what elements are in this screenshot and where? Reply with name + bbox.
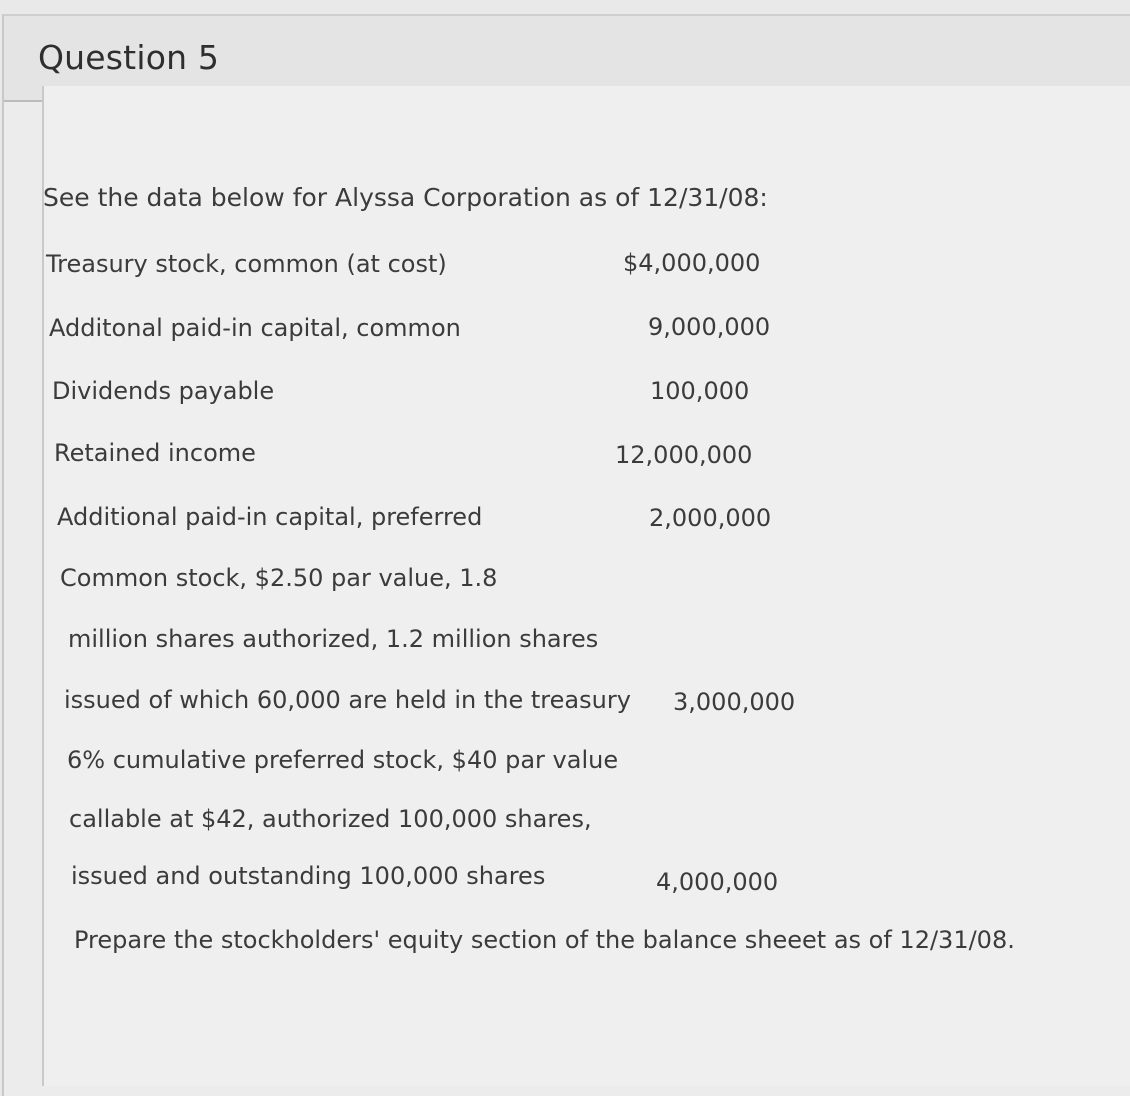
preferred-stock-line-1: 6% cumulative preferred stock, $40 par value [67, 746, 619, 774]
row-amount-dividends-payable: 100,000 [650, 377, 750, 405]
preferred-stock-amount: 4,000,000 [656, 868, 779, 896]
question-instruction: Prepare the stockholders' equity section of the balance sheeet as of 12/31/08. [74, 926, 1015, 954]
common-stock-amount: 3,000,000 [673, 688, 796, 716]
row-label-dividends-payable: Dividends payable [52, 377, 275, 405]
preferred-stock-line-2: callable at $42, authorized 100,000 shares, [69, 805, 592, 833]
common-stock-line-3: issued of which 60,000 are held in the treasury [64, 686, 631, 714]
row-label-apic-common: Additonal paid-in capital, common [49, 314, 461, 342]
row-amount-treasury-stock: $4,000,000 [623, 249, 761, 277]
row-amount-retained-income: 12,000,000 [615, 441, 753, 469]
common-stock-line-2: million shares authorized, 1.2 million shares [68, 625, 599, 653]
common-stock-line-1: Common stock, $2.50 par value, 1.8 [60, 564, 498, 592]
question-title: Question 5 [38, 38, 220, 77]
row-label-apic-preferred: Additional paid-in capital, preferred [57, 503, 483, 531]
preferred-stock-line-3: issued and outstanding 100,000 shares [71, 862, 546, 890]
question-intro: See the data below for Alyssa Corporation as of 12/31/08: [43, 183, 768, 212]
row-amount-apic-preferred: 2,000,000 [649, 504, 772, 532]
row-label-retained-income: Retained income [54, 439, 256, 467]
row-label-treasury-stock: Treasury stock, common (at cost) [46, 250, 447, 278]
row-amount-apic-common: 9,000,000 [648, 313, 771, 341]
